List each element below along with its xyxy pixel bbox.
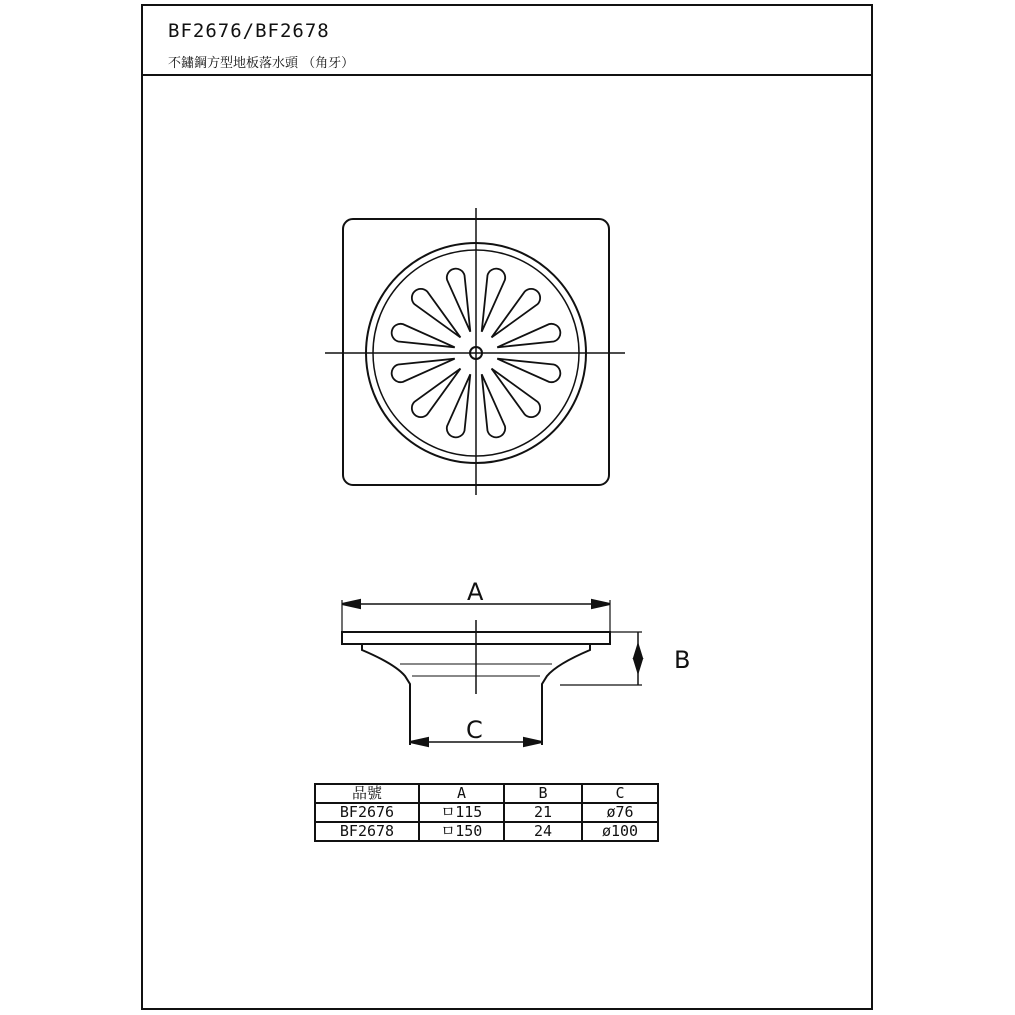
cell-a: ㅁ115 <box>419 803 504 822</box>
cell-c: ø100 <box>582 822 658 841</box>
product-description: 不鏽鋼方型地板落水頭 （角牙） <box>168 56 355 71</box>
side-view <box>342 600 642 746</box>
dim-c-arrow-left <box>410 738 428 746</box>
top-view <box>325 208 625 495</box>
spec-table-header-row <box>315 784 658 803</box>
dim-a-arrow-left <box>342 600 360 608</box>
table-row <box>315 822 658 841</box>
cell-a: ㅁ150 <box>419 822 504 841</box>
dim-c-arrow-right <box>524 738 542 746</box>
dim-b-arrow-top <box>634 645 642 658</box>
col-header-part-no: 品號 <box>315 784 419 803</box>
cell-b: 21 <box>504 803 582 822</box>
dim-a-arrow-right <box>592 600 610 608</box>
petal-slot <box>408 362 467 421</box>
dim-c-label: C <box>466 716 483 744</box>
col-header-c: C <box>582 784 658 803</box>
cell-part-no: BF2678 <box>315 822 419 841</box>
col-header-a: A <box>419 784 504 803</box>
dim-a-label: A <box>467 578 484 606</box>
cell-c: ø76 <box>582 803 658 822</box>
dim-b-label: B <box>674 646 691 674</box>
col-header-b: B <box>504 784 582 803</box>
cell-b: 24 <box>504 822 582 841</box>
model-number: BF2676/BF2678 <box>168 20 330 42</box>
dim-b-arrow-bottom <box>634 659 642 672</box>
spec-table <box>314 783 659 842</box>
petal-slot <box>485 362 544 421</box>
cell-part-no: BF2676 <box>315 803 419 822</box>
table-row <box>315 803 658 822</box>
petal-slot <box>485 285 544 344</box>
petal-slot <box>408 285 467 344</box>
